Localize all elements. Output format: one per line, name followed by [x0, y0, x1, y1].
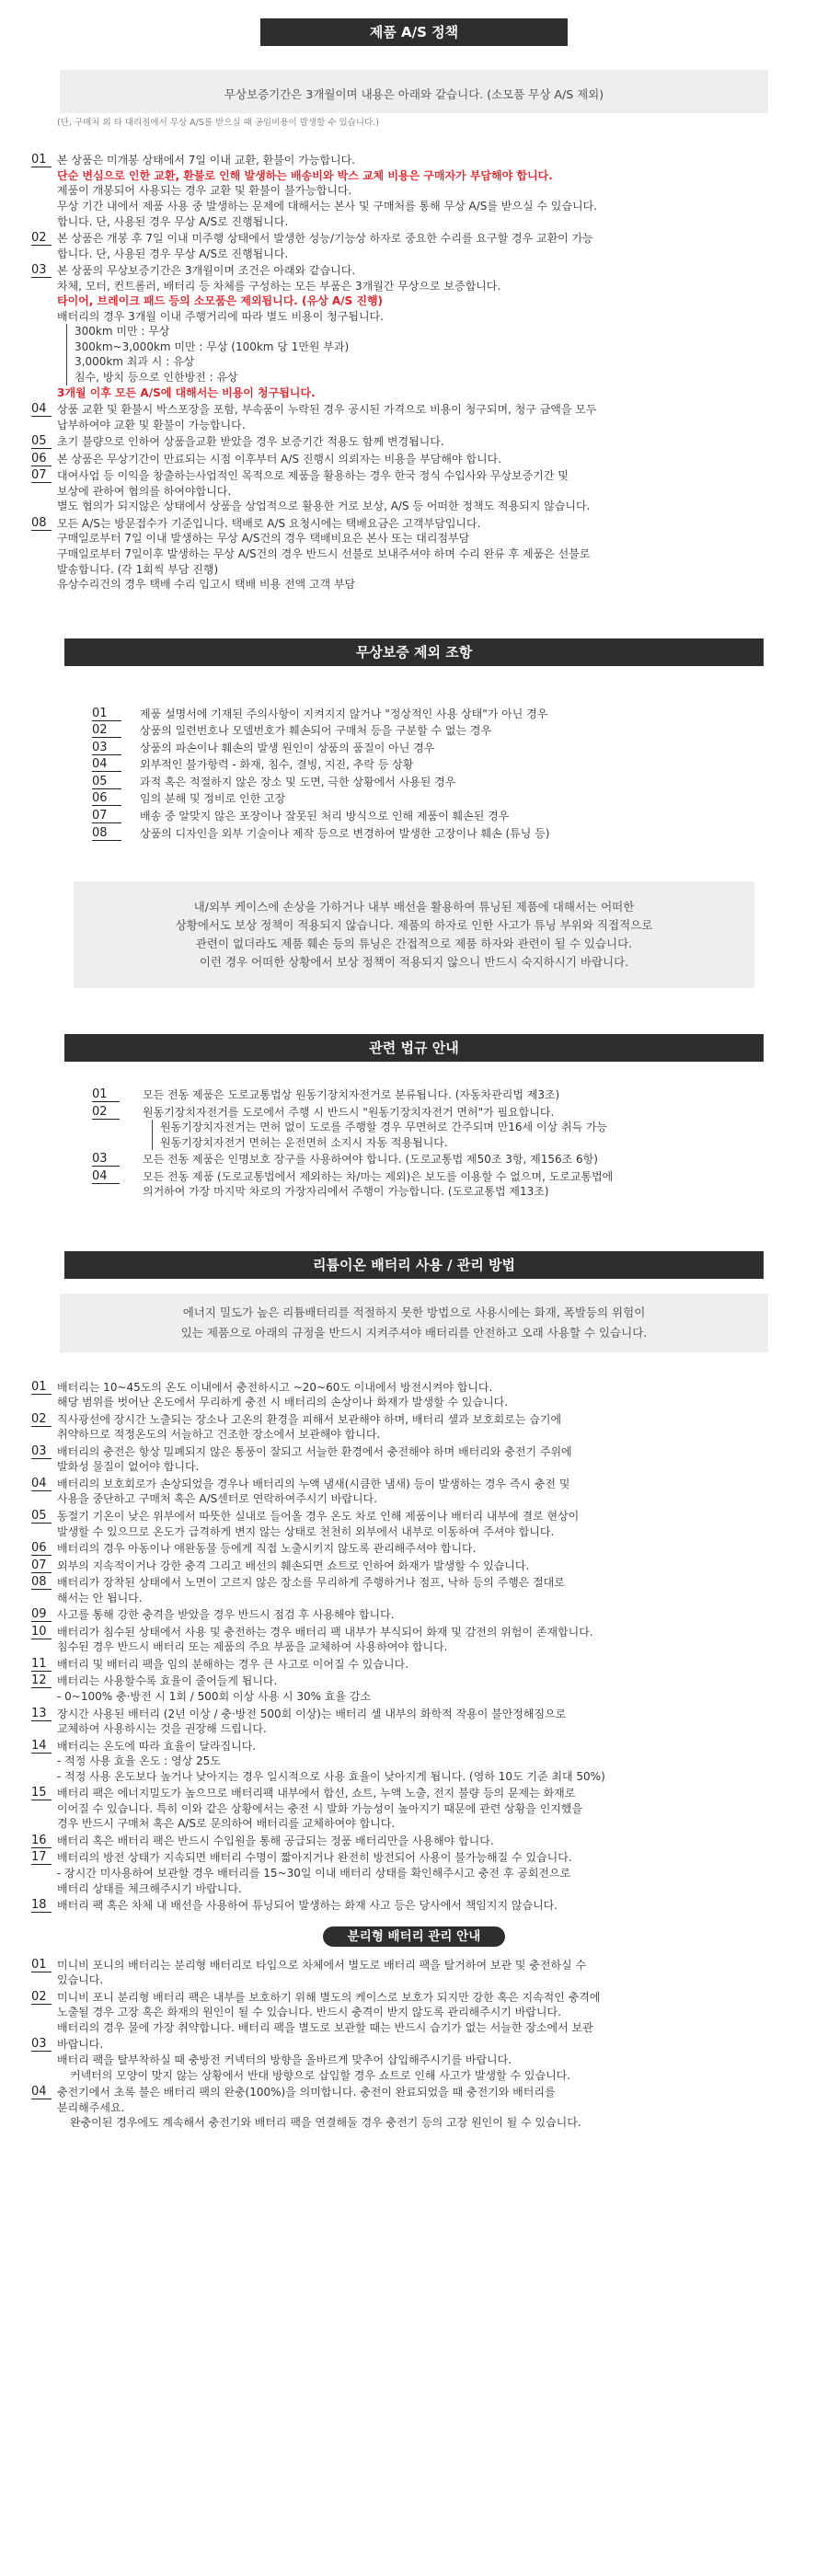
- detachable-battery-item-line: 미니비 포니 분리형 배터리 팩은 내부를 보호하기 위해 별도의 케이스로 보호가 되지만 강한 혹은 지속적인 충격에: [57, 1990, 601, 2004]
- detachable-battery-item-line: 완충이된 경우에도 계속해서 충전기와 배터리 팩을 연결해둘 경우 충전기 등의 고장 원인이 될 수 있습니다.: [70, 2116, 581, 2130]
- law-section: [0, 1034, 828, 1200]
- as-policy-item-line: 본 상품은 개봉 후 7일 이내 미주행 상태에서 발생한 성능/기능상 하자로 중요한 수리를 요구할 경우 교환이 가능: [57, 232, 593, 246]
- battery-item: [0, 1739, 778, 1785]
- battery-item-number: 12: [31, 1673, 52, 1688]
- as-policy-item-line: 모든 A/S는 방문접수가 기준입니다. 택배로 A/S 요청시에는 택배요금은 고객부담입니다.: [57, 516, 481, 530]
- battery-item: [0, 1541, 778, 1557]
- exclusion-notice-line: 이런 경우 어떠한 상황에서 보상 정책이 적용되지 않으니 반드시 숙지하시기 바랍니다.: [199, 955, 629, 970]
- battery-item: [0, 1575, 778, 1605]
- exclusion-title: 무상보증 제외 조항: [64, 638, 764, 666]
- battery-item-number: 13: [31, 1707, 52, 1721]
- law-item: [0, 1169, 782, 1200]
- detachable-battery-item-line: 배터리 팩을 탈부착하실 때 충방전 커넥터의 방향을 올바르게 맞추어 삽입해주시기를 바랍니다.: [57, 2053, 512, 2066]
- as-policy-item-line: 타이어, 브레이크 패드 등의 소모품은 제외됩니다. (유상 A/S 진행): [57, 294, 384, 308]
- as-policy-item-line: 3개월 이후 모든 A/S에 대해서는 비용이 청구됩니다.: [57, 385, 316, 399]
- exclusion-item-number: 07: [92, 809, 121, 823]
- as-policy-item-line: 구매일로부터 7일이후 발생하는 무상 A/S건의 경우 반드시 선불로 보내주셔야 하며 수리 완류 후 제품은 선불로: [57, 547, 591, 561]
- as-policy-item: [0, 516, 778, 592]
- as-policy-item-number: 03: [31, 263, 52, 278]
- exclusion-item-text: 외부적인 불가항력 - 화재, 침수, 결빙, 지진, 추락 등 상황: [140, 758, 414, 772]
- exclusion-item-text: 상품의 파손이나 훼손의 발생 원인이 상품의 품질이 아닌 경우: [140, 741, 435, 754]
- as-policy-item: [0, 231, 778, 261]
- detachable-battery-section: [0, 1926, 828, 2131]
- detachable-battery-item-number: 01: [31, 1958, 52, 1972]
- as-policy-item-line: 무상 기간 내에서 제품 사용 중 발생하는 문제에 대해서는 본사 및 구매처를 통해 무상 A/S를 받으실 수 있습니다.: [57, 200, 597, 213]
- battery-item-line: 교체하여 사용하시는 것을 권장해 드립니다.: [57, 1722, 267, 1736]
- exclusion-item: [0, 791, 754, 807]
- exclusion-notice-line: 관련이 없더라도 제품 훼손 등의 튜닝은 간접적으로 제품 하자와 관련이 될 수 있습니다.: [195, 937, 633, 951]
- battery-item-number: 01: [31, 1380, 52, 1395]
- detachable-battery-list: [0, 1958, 828, 2131]
- law-item-line: 원동기장치자전거는 면허 없이 도로를 주행할 경우 무면허로 간주되며 만16세 이상 취득 가능: [160, 1121, 608, 1134]
- battery-item-line: 배터리가 장착된 상태에서 노면이 고르지 않은 장소를 무리하게 주행하거나 점프, 낙하 등의 주행은 절대로: [57, 1576, 565, 1590]
- battery-item-line: 동절기 기온이 낮은 위부에서 따뜻한 실내로 들어올 경우 온도 차로 인해 제품이나 배터리 내부에 결로 현상이: [57, 1510, 580, 1523]
- battery-item: [0, 1834, 778, 1849]
- law-item: [0, 1152, 782, 1167]
- battery-item-line: 직사광선에 장시간 노출되는 장소나 고온의 환경을 피해서 보관해야 하며, 배터리 셀과 보호회로는 습기에: [57, 1412, 562, 1426]
- battery-list: [0, 1380, 828, 1914]
- exclusion-item-text: 임의 분해 및 정비로 인한 고장: [140, 792, 286, 806]
- as-policy-section: [0, 0, 828, 592]
- as-policy-item-line: 구매일로부터 7일 이내 발생하는 무상 A/S건의 경우 택배비요은 본사 또는 대리점부담: [57, 532, 470, 546]
- exclusion-item-number: 05: [92, 775, 121, 789]
- detachable-battery-item-line: 미니비 포니의 배터리는 분리형 배터리로 타입으로 차체에서 별도로 배터리 팩을 탈거하여 보관 및 충전하실 수: [57, 1958, 587, 1972]
- exclusion-item: [0, 741, 754, 756]
- detachable-battery-item-line: 충전기에서 초록 불은 배터리 팩의 완충(100%)을 의미합니다. 충전이 완료되었을 때 충전기와 배터리를: [57, 2086, 556, 2099]
- exclusion-notice-line: 내/외부 케이스에 손상을 가하거나 내부 배선을 활용하여 튜닝된 제품에 대해서는 어떠한: [193, 900, 635, 914]
- battery-item: [0, 1657, 778, 1673]
- as-policy-item-line: 3,000km 최과 시 : 유상: [75, 355, 195, 369]
- as-policy-item-line: 300km 미만 : 무상: [75, 325, 170, 339]
- battery-item-line: 배터리 팩 혹은 차체 내 배선을 사용하여 튜닝되어 발생하는 화재 사고 등은 당사에서 책임지지 않습니다.: [57, 1899, 558, 1913]
- as-policy-item-number: 04: [31, 402, 52, 417]
- battery-item: [0, 1412, 778, 1443]
- law-title: 관련 법규 안내: [64, 1034, 764, 1062]
- as-policy-list: [0, 153, 828, 592]
- law-item-line: 모든 전동 제품은 인명보호 장구를 사용하여야 합니다. (도로교통법 제50조 3항, 제156조 6항): [143, 1153, 598, 1167]
- as-policy-item-line: 차체, 모터, 컨트롤러, 배터리 등 차체를 구성하는 모든 부품은 3개월간 무상으로 보증합니다.: [57, 279, 501, 293]
- as-policy-item-line: 제품이 개봉되어 사용되는 경우 교환 및 환불이 불가능합니다.: [57, 184, 352, 198]
- as-policy-item-line: 대여사업 등 이익을 창출하는사업적인 목적으로 제품을 활용하는 경우 한국 정식 수입사와 무상보증기간 및: [57, 469, 569, 483]
- battery-item-number: 02: [31, 1412, 52, 1427]
- law-item-line: 모든 전동 제품은 도로교통법상 원동기장치자전거로 분류됩니다. (자동차관리법 제3조): [143, 1088, 560, 1102]
- law-item-line: 원동기장치자전거를 도로에서 주행 시 반드시 "원동기장치자전거 면허"가 필요합니다.: [143, 1105, 555, 1119]
- as-policy-item-line: 별도 협의가 되지않은 상태에서 상품을 상업적으로 활용한 거로 보상, A/S 등 어떠한 정책도 적용되지 않습니다.: [57, 500, 591, 513]
- law-item-number: 02: [92, 1105, 120, 1120]
- exclusion-item-number: 01: [92, 707, 121, 721]
- as-policy-item-number: 02: [31, 231, 52, 246]
- exclusion-item-text: 상품의 일련번호나 모델번호가 훼손되어 구매처 등을 구분할 수 없는 경우: [140, 724, 492, 738]
- detachable-battery-item-line: 분리해주세요.: [57, 2100, 125, 2114]
- battery-item-line: 배터리는 10~45도의 온도 이내에서 충전하시고 ~20~60도 이내에서 방전시켜야 합니다.: [57, 1380, 493, 1394]
- detachable-battery-title: 분리형 배터리 관리 안내: [323, 1926, 505, 1947]
- battery-item-line: - 0~100% 충·방전 시 1회 / 500회 이상 사용 시 30% 효율 감소: [57, 1690, 372, 1704]
- detachable-battery-item-line: 노출될 경우 고장 혹은 화재의 원인이 될 수 있습니다. 반드시 충격이 받지 않도록 관리해주시기 바랍니다.: [57, 2006, 561, 2019]
- as-policy-item-line: 배터리의 경우 3개월 이내 주행거리에 따라 별도 비용이 청구됩니다.: [57, 309, 384, 323]
- as-policy-item: [0, 263, 778, 400]
- as-policy-item-line: 300km~3,000km 미만 : 무상 (100km 당 1만원 부과): [75, 339, 350, 353]
- as-policy-item: [0, 452, 778, 467]
- exclusion-item-text: 제품 설명서에 기재된 주의사항이 지켜지지 않거나 "정상적인 사용 상태"가 아닌 경우: [140, 707, 548, 720]
- battery-item: [0, 1380, 778, 1410]
- detachable-battery-item: [0, 2085, 778, 2131]
- battery-item-line: 침수된 경우 반드시 배터리 또는 제품의 주요 부품을 교체하여 사용하여야 합니다.: [57, 1640, 448, 1654]
- as-policy-sub-list: [66, 324, 778, 385]
- battery-item-line: 사용을 중단하고 구매처 혹은 A/S센터로 연락하여주시기 바랍니다.: [57, 1492, 377, 1506]
- battery-item-line: 배터리 혹은 배터리 팩은 반드시 수입원을 통해 공급되는 정품 배터리만을 사용해야 합니다.: [57, 1834, 494, 1847]
- battery-item-number: 16: [31, 1834, 52, 1848]
- battery-item-number: 11: [31, 1657, 52, 1672]
- detachable-battery-item-line: 있습니다.: [57, 1973, 104, 1987]
- battery-item-number: 06: [31, 1541, 52, 1556]
- as-policy-item-line: 단순 변심으로 인한 교환, 환불로 인해 발생하는 배송비와 박스 교체 비용은 구매자가 부담해야 합니다.: [57, 168, 553, 182]
- exclusion-item-number: 03: [92, 741, 121, 755]
- as-policy-item-line: 합니다. 단, 사용된 경우 무상 A/S로 진행됩니다.: [57, 214, 289, 228]
- battery-item-line: - 적정 사용 효율 온도 : 영상 25도: [57, 1754, 221, 1768]
- battery-item-line: 배터리는 온도에 따라 효율이 달라집니다.: [57, 1739, 257, 1753]
- battery-item-line: 외부의 지속적이거나 강한 충격 그리고 배선의 훼손되면 쇼트로 인하여 화재가 발생할 수 있습니다.: [57, 1558, 530, 1572]
- as-policy-item-number: 08: [31, 516, 52, 531]
- exclusion-item-number: 08: [92, 826, 121, 841]
- battery-item-line: 배터리의 충전은 항상 밀폐되지 않은 통풍이 잘되고 서늘한 환경에서 충전해야 하며 배터리와 충전기 주위에: [57, 1444, 572, 1458]
- battery-item-line: - 적정 사용 온도보다 높거나 낮아지는 경우 일시적으로 사용 효율이 낮아지게 됩니다. (영하 10도 기준 최대 50%): [57, 1769, 605, 1783]
- exclusion-item-number: 02: [92, 723, 121, 738]
- exclusion-notice: [74, 881, 754, 988]
- battery-item-line: 배터리의 방전 상태가 지속되면 배터리 수명이 짧아지거나 완전히 방전되어 사용이 불가능해질 수 있습니다.: [57, 1851, 572, 1865]
- law-sub-list: [152, 1120, 782, 1150]
- as-policy-item-number: 01: [31, 153, 52, 167]
- as-policy-item-line: 초기 불량으로 인하여 상품을교환 받았을 경우 보증기간 적용도 함께 변경됩니다.: [57, 435, 444, 449]
- battery-item-line: 배터리 및 배터리 팩을 임의 분해하는 경우 큰 사고로 이어질 수 있습니다.: [57, 1657, 408, 1671]
- exclusion-item-number: 06: [92, 791, 121, 806]
- battery-notice-line: 에너지 밀도가 높은 리튬배터리를 적절하지 못한 방법으로 사용시에는 화재, 폭발등의 위험이: [182, 1305, 646, 1319]
- battery-item-number: 18: [31, 1898, 52, 1913]
- detachable-battery-item-line: 바랍니다.: [57, 2038, 104, 2052]
- as-policy-item-line: 본 상품은 미개봉 상태에서 7일 이내 교환, 환불이 가능합니다.: [57, 154, 355, 167]
- law-item-number: 04: [92, 1169, 120, 1184]
- battery-notice-line: 있는 제품으로 아래의 규정을 반드시 지켜주셔야 배터리를 안전하고 오래 사용할 수 있습니다.: [180, 1325, 648, 1340]
- as-policy-item-line: 상품 교환 및 환불시 박스포장을 포함, 부속품이 누락된 경우 공시된 가격으로 비용이 청구되며, 청구 금액을 모두: [57, 403, 597, 417]
- battery-item-line: 경우 반드시 구매처 혹은 A/S로 문의하여 배터리를 교체하여야 합니다.: [57, 1817, 396, 1831]
- as-policy-item-number: 07: [31, 468, 52, 483]
- battery-item-number: 05: [31, 1509, 52, 1524]
- exclusion-item: [0, 723, 754, 739]
- battery-item: [0, 1444, 778, 1475]
- exclusion-item: [0, 826, 754, 842]
- battery-item-line: 배터리 상태를 체크해주시기 바랍니다.: [57, 1881, 242, 1895]
- as-policy-notice-text: 무상보증기간은 3개월이며 내용은 아래와 같습니다. (소모품 무상 A/S 제외): [224, 87, 604, 101]
- battery-item-number: 17: [31, 1850, 52, 1865]
- battery-item-line: 배터리의 보호회로가 손상되었을 경우나 배터리의 누액 냄새(시큼한 냄새) 등이 발생하는 경우 즉시 충전 및: [57, 1477, 570, 1490]
- detachable-battery-item-line: 배터리의 경우 물에 가장 취약합니다. 배터리 팩을 별도로 보관할 때는 반드시 습기가 없는 서늘한 장소에서 보관: [57, 2020, 593, 2034]
- as-policy-footnote: (단, 구매처 외 타 대리점에서 무상 A/S를 받으실 때 공임비용이 발생할 수 있습니다.): [57, 118, 379, 129]
- as-policy-item-line: 유상수리건의 경우 택배 수리 입고시 택배 비용 전액 고객 부담: [57, 578, 356, 592]
- battery-item-number: 15: [31, 1786, 52, 1800]
- exclusion-item-text: 배송 중 알맞지 않은 포장이나 잘못된 처리 방식으로 인해 제품이 훼손된 경우: [140, 809, 510, 822]
- battery-item-line: - 장시간 미사용하여 보관할 경우 배터리를 15~30일 이내 배터리 상태를 확인해주시고 충전 후 공회전으로: [57, 1867, 571, 1880]
- as-policy-notice: [60, 70, 768, 113]
- as-policy-item-number: 05: [31, 434, 52, 449]
- exclusion-notice-line: 상황에서도 보상 정책이 적용되지 않습니다. 제품의 하자로 인한 사고가 튜닝 부위와 직접적으로: [175, 918, 653, 933]
- battery-item: [0, 1509, 778, 1539]
- battery-item-number: 10: [31, 1625, 52, 1639]
- exclusion-item-number: 04: [92, 757, 121, 772]
- battery-item-line: 배터리가 침수된 상태에서 사용 및 충전하는 경우 배터리 팩 내부가 부식되어 화재 및 감전의 위험이 존재합니다.: [57, 1625, 593, 1639]
- detachable-battery-item: [0, 1990, 778, 2036]
- detachable-battery-item-number: 03: [31, 2037, 52, 2052]
- battery-item: [0, 1477, 778, 1507]
- battery-item-number: 08: [31, 1575, 52, 1590]
- exclusion-item: [0, 757, 754, 773]
- battery-item-line: 취약하므로 적정온도의 서늘하고 건조한 장소에서 보관해야 합니다.: [57, 1428, 381, 1442]
- as-policy-item: [0, 153, 778, 229]
- detachable-battery-item: [0, 2037, 778, 2083]
- battery-notice: [60, 1294, 768, 1352]
- battery-item-number: 09: [31, 1607, 52, 1622]
- law-item: [0, 1105, 782, 1151]
- battery-item-number: 03: [31, 1444, 52, 1459]
- as-policy-item: [0, 434, 778, 450]
- battery-item-line: 이어질 수 있습니다. 특히 이와 같은 상황에서는 충전 시 발화 가능성이 높아지기 때문에 관련 상황을 인지했을: [57, 1801, 583, 1815]
- battery-item: [0, 1850, 778, 1896]
- as-policy-item-line: 본 상품은 무상기간이 만료되는 시점 이후부터 A/S 진행시 의뢰자는 비용을 부담해야 합니다.: [57, 452, 501, 466]
- as-policy-item-line: 발송합니다. (각 1회씩 부담 진행): [57, 562, 219, 576]
- as-policy-item: [0, 402, 778, 432]
- exclusion-item: [0, 809, 754, 824]
- battery-item-line: 발화성 물질이 없어야 합니다.: [57, 1460, 200, 1474]
- detachable-battery-item-number: 02: [31, 1990, 52, 2005]
- exclusion-item: [0, 775, 754, 790]
- as-policy-item-line: 합니다. 단, 사용된 경우 무상 A/S로 진행됩니다.: [57, 247, 289, 260]
- as-policy-item-line: 침수, 방치 등으로 인한방전 : 유상: [75, 371, 238, 385]
- battery-item-line: 사고를 통해 강한 충격을 받았을 경우 반드시 점검 후 사용해야 합니다.: [57, 1608, 395, 1622]
- battery-item-number: 14: [31, 1739, 52, 1754]
- as-policy-item-line: 납부하여야 교환 및 환불이 가능합니다.: [57, 418, 246, 431]
- battery-item: [0, 1558, 778, 1574]
- battery-item-line: 발생할 수 있으므로 온도가 급격하게 변지 않는 상태로 천천히 외부에서 내부로 이동하여 주셔야 합니다.: [57, 1524, 555, 1538]
- law-item-line: 원동기장치자전거 면허는 운전면허 소지시 자동 적용됩니다.: [160, 1135, 448, 1149]
- as-policy-item-line: 본 상품의 무상보증기간은 3개월이며 조건은 아래와 같습니다.: [57, 264, 356, 278]
- battery-title: 리튬이온 배터리 사용 / 관리 방법: [64, 1251, 764, 1279]
- law-item: [0, 1087, 782, 1103]
- detachable-battery-item-number: 04: [31, 2085, 52, 2099]
- law-item-line: 의거하여 가장 마지막 차로의 가장자리에서 주행이 가능합니다. (도로교통법 제13조): [143, 1185, 549, 1199]
- law-item-line: 모든 전동 제품 (도로교통법에서 제외하는 차/마는 제외)은 보도를 이용할 수 없으며, 도로교통법에: [143, 1169, 614, 1183]
- battery-item: [0, 1607, 778, 1623]
- as-policy-item-number: 06: [31, 452, 52, 466]
- battery-item-line: 해서는 안 됩니다.: [57, 1591, 143, 1604]
- exclusion-item-text: 과적 혹은 적절하지 않은 장소 및 도면, 극한 상황에서 사용된 경우: [140, 775, 456, 788]
- battery-section: [0, 1251, 828, 1914]
- exclusion-list: [0, 707, 828, 841]
- battery-item: [0, 1786, 778, 1832]
- battery-item-line: 장시간 사용된 배터리 (2년 이상 / 충·방전 500회 이상)는 배터리 셀 내부의 화학적 작용이 불안정해짐으로: [57, 1707, 567, 1720]
- detachable-battery-item-line: 커넥터의 모양이 맞지 않는 상황에서 반대 방향으로 삽입할 경우 쇼트로 인해 사고가 발생할 수 있습니다.: [70, 2068, 571, 2082]
- as-policy-item-line: 보상에 관하여 협의를 하여야합니다.: [57, 484, 232, 498]
- battery-item: [0, 1898, 778, 1914]
- exclusion-item: [0, 707, 754, 722]
- battery-item-line: 배터리의 경우 아동이나 애완동물 등에게 직접 노출시키지 않도록 관리해주셔야 합니다.: [57, 1542, 477, 1556]
- law-list: [0, 1087, 828, 1200]
- battery-item-line: 해당 범위를 벗어난 온도에서 무리하게 충전 시 배터리의 손상이나 화재가 발생할 수 있습니다.: [57, 1396, 509, 1409]
- exclusion-section: [0, 638, 828, 988]
- battery-item-number: 07: [31, 1558, 52, 1573]
- detachable-battery-item: [0, 1958, 778, 1988]
- as-policy-title: 제품 A/S 정책: [260, 18, 568, 46]
- battery-item-number: 04: [31, 1477, 52, 1491]
- battery-item-line: 배터리는 사용할수록 효율이 줄어들게 됩니다.: [57, 1674, 278, 1688]
- law-item-number: 03: [92, 1152, 120, 1167]
- battery-item-line: 배터리 팩은 에너지밀도가 높으므로 배터리팩 내부에서 합선, 쇼트, 누액 노출, 전지 불량 등의 문제는 화재로: [57, 1787, 576, 1800]
- law-item-number: 01: [92, 1087, 120, 1102]
- battery-item: [0, 1625, 778, 1655]
- as-policy-item: [0, 468, 778, 514]
- exclusion-item-text: 상품의 디자인을 외부 기술이나 제작 등으로 변경하여 발생한 고장이나 훼손 (튜닝 등): [140, 826, 550, 840]
- battery-item: [0, 1707, 778, 1737]
- battery-item: [0, 1673, 778, 1704]
